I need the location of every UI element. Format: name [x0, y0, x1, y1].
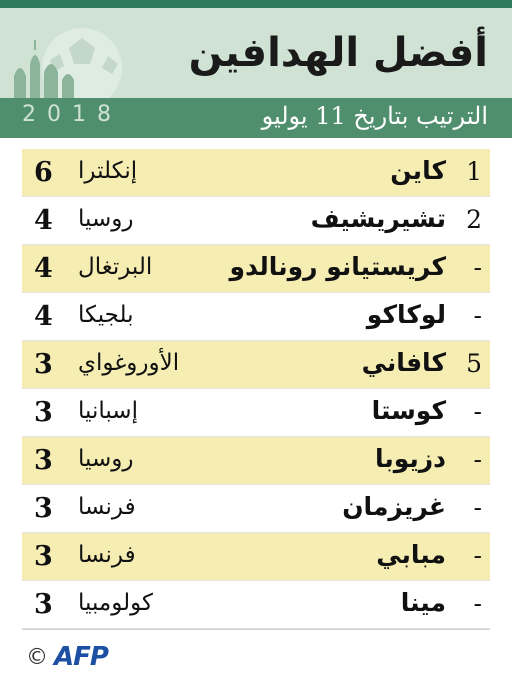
goals-cell: 3	[34, 541, 53, 572]
goals-cell: 3	[34, 349, 53, 380]
table-row	[22, 149, 490, 197]
goals-cell: 3	[34, 493, 53, 524]
country-cell: الأوروغواي	[78, 350, 180, 376]
goals-cell: 4	[34, 301, 53, 332]
subtitle: الترتيب بتاريخ 11 يوليو	[261, 102, 488, 130]
rank-cell: 5	[466, 349, 482, 378]
country-cell: كولومبيا	[78, 590, 153, 616]
player-cell: كاين	[390, 156, 446, 185]
page-title: أفضل الهدافين	[188, 30, 488, 76]
rank-cell: -	[473, 589, 482, 618]
table-row	[22, 341, 490, 389]
player-cell: لوكاكو	[366, 300, 446, 329]
country-cell: إسبانيا	[78, 398, 138, 424]
table-row	[22, 293, 490, 341]
rank-cell: -	[473, 301, 482, 330]
footer-divider	[22, 629, 490, 630]
country-cell: فرنسا	[78, 542, 136, 568]
goals-cell: 3	[34, 445, 53, 476]
country-cell: البرتغال	[78, 254, 153, 280]
rank-cell: -	[473, 253, 482, 282]
table-row	[22, 245, 490, 293]
player-cell: كريستيانو رونالدو	[229, 252, 446, 281]
afp-logo: AFP	[54, 642, 108, 672]
goals-cell: 3	[34, 397, 53, 428]
player-cell: مبابي	[376, 540, 446, 569]
country-cell: روسيا	[78, 446, 134, 472]
country-cell: فرنسا	[78, 494, 136, 520]
goals-cell: 3	[34, 589, 53, 620]
table-row	[22, 485, 490, 533]
goals-cell: 4	[34, 205, 53, 236]
rank-cell: -	[473, 541, 482, 570]
credit	[26, 642, 108, 672]
country-cell: بلجيكا	[78, 302, 134, 328]
year-label: 2018	[22, 102, 122, 127]
player-cell: غريزمان	[342, 492, 446, 521]
player-cell: مينا	[400, 588, 446, 617]
player-cell: دزيوبا	[374, 444, 446, 473]
header-banner	[0, 0, 512, 130]
goals-cell: 6	[34, 157, 53, 188]
subtitle-bar	[0, 98, 512, 138]
table-row	[22, 197, 490, 245]
goals-cell: 4	[34, 253, 53, 284]
rank-cell: -	[473, 445, 482, 474]
player-cell: تشيريشيف	[310, 204, 446, 233]
scorers-table	[22, 149, 490, 629]
table-row	[22, 533, 490, 581]
table-row	[22, 581, 490, 629]
table-row	[22, 437, 490, 485]
rank-cell: 1	[466, 157, 482, 186]
copyright-symbol: ©	[26, 644, 48, 670]
player-cell: كافاني	[361, 348, 446, 377]
rank-cell: -	[473, 493, 482, 522]
table-row	[22, 389, 490, 437]
rank-cell: -	[473, 397, 482, 426]
rank-cell: 2	[466, 205, 482, 234]
country-cell: إنكلترا	[78, 158, 138, 184]
player-cell: كوستا	[371, 396, 446, 425]
country-cell: روسيا	[78, 206, 134, 232]
